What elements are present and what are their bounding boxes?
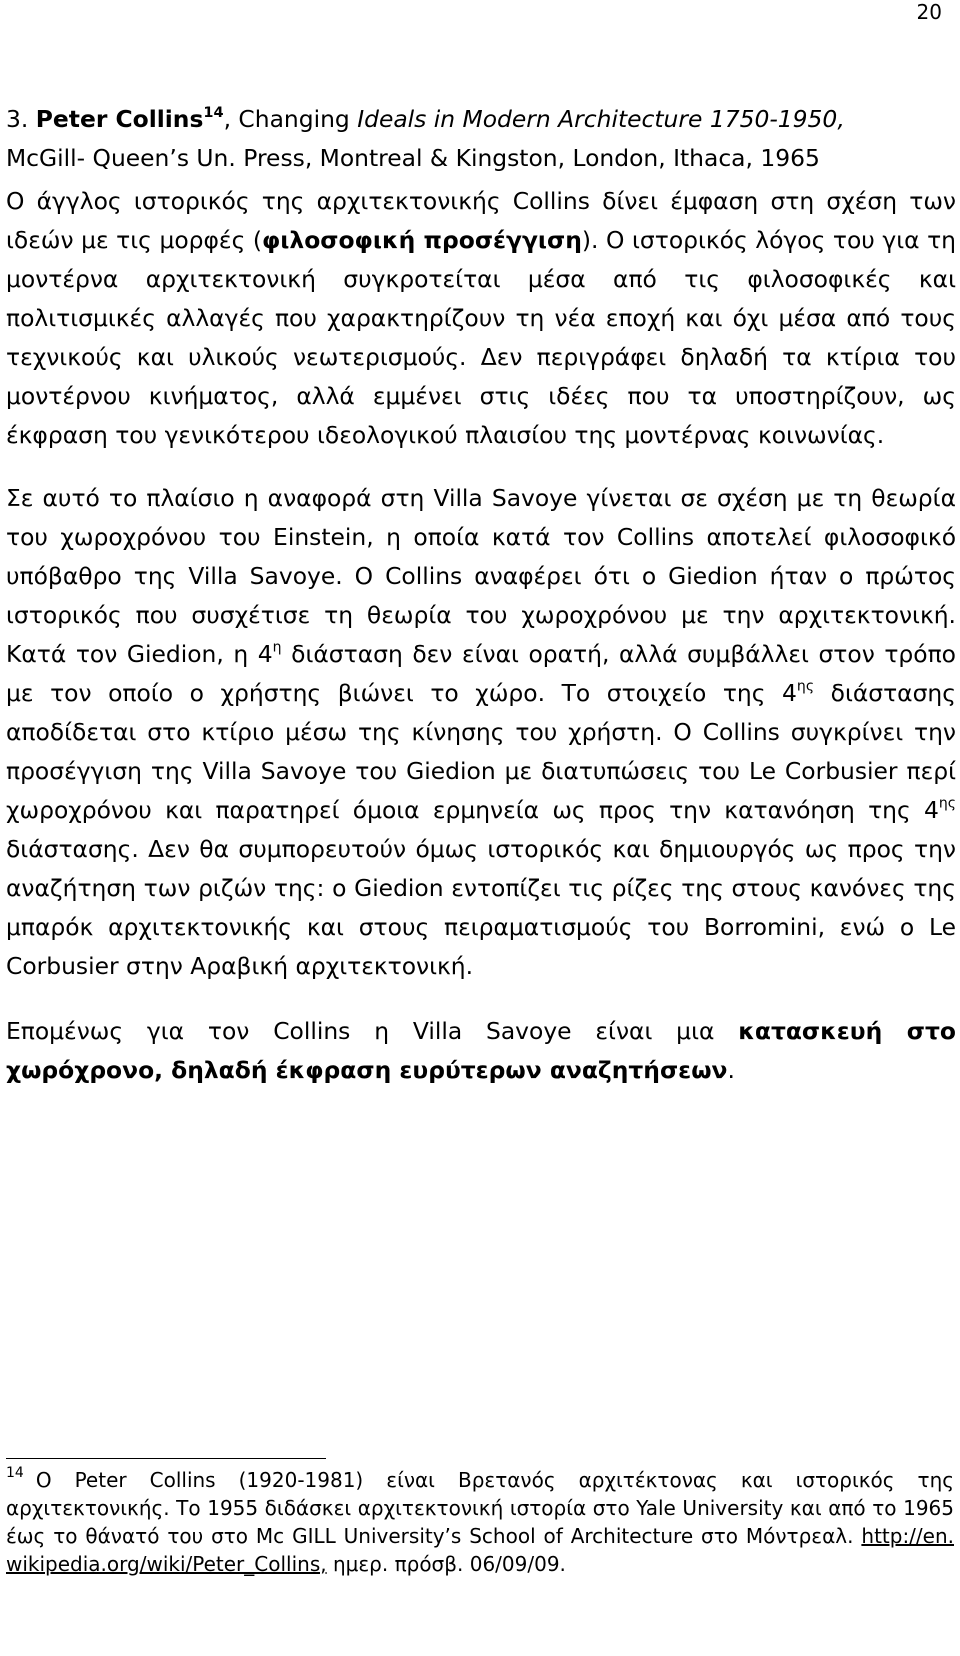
- bibliography-entry: 3. Peter Collins$^{14}$, Changing Ideals in Modern Architecture 1750-1950, McGill- Queen’s Un. Press, Montreal & Kingston, London, Ithaca, 1965: [6, 100, 956, 178]
- main-text: [6, 100, 956, 1090]
- superscript: η: [272, 639, 282, 656]
- publisher-line: McGill- Queen’s Un. Press, Montreal & Kingston, London, Ithaca, 1965: [6, 144, 820, 172]
- paragraph-2: Σε αυτό το πλαίσιο η αναφορά στη Villa Savoye γίνεται σε σχέση με τη θεωρία του χωροχρόνου του Einstein, η οποία κατά τον Collins αποτελεί φιλοσοφικό υπόβαθρο της Villa Savoye. Ο Collins αναφέρει ότι ο Giedion ήταν ο πρώτος ιστορικός που συσχέτισε τη θεωρία του χωροχρόνου με την αρχιτεκτονική. Κατά τον Giedion, η $4^\eta$ διάσταση δεν είναι ορατή, αλλά συμβάλλει στον τρόπο με τον οποίο ο χρήστης βιώνει το χώρο. Το στοιχείο της $4^{\eta\varsigma}$ διάστασης αποδίδεται στο κτίριο μέσω της κίνησης του χρήστη. Ο Collins συγκρίνει την προσέγγιση της Villa Savoye του Giedion με διατυπώσεις του Le Corbusier περί χωροχρόνου και παρατηρεί όμοια ερμηνεία ως προς την κατανόηση της $4^{\eta\varsigma}$ διάστασης. Δεν θα συμπορευτούν όμως ιστορικός και δημιουργός ως προς την αναζήτηση των ριζών της: ο Giedion εντοπίζει τις ρίζες της στους κανόνες της μπαρόκ αρχιτεκτονικής και στους πειραματισμούς του Borromini, ενώ ο Le Corbusier στην Αραβική αρχιτεκτονική.: [6, 484, 956, 980]
- superscript: ης: [796, 678, 815, 695]
- footnote-reference: 14: [203, 104, 224, 121]
- paragraph-3: Επομένως για τον Collins η Villa Savoye είναι μια κατασκευή στο χωρόχρονο, δηλαδή έκφραση ευρύτερων αναζητήσεων.: [6, 1017, 956, 1084]
- footnote-link[interactable]: http://en. wikipedia.org/wiki/Peter_Collins,: [6, 1524, 954, 1576]
- footnote-text: $^{14}$ Ο Peter Collins (1920-1981) είναι Βρετανός αρχιτέκτονας και ιστορικός της αρχιτεκτονικής. Το 1955 διδάσκει αρχιτεκτονική ιστορία στο Yale University και από το 1965 έως το θάνατό του στο Mc GILL University’s School of Architecture στο Μόντρεαλ. http://en. wikipedia.org/wiki/Peter_Collins, ημερ. πρόσβ. 06/09/09.: [6, 1465, 954, 1576]
- superscript: ης: [938, 795, 956, 812]
- page-number: 20: [916, 0, 942, 24]
- footnote: [6, 1466, 954, 1578]
- footnote-separator: [6, 1458, 326, 1459]
- bold-phrase: φιλοσοφική προσέγγιση: [261, 226, 582, 254]
- paragraph-1: Ο άγγλος ιστορικός της αρχιτεκτονικής Collins δίνει έμφαση στη σχέση των ιδεών με τις μορφές (φιλοσοφική προσέγγιση). Ο ιστορικός λόγος του για τη μοντέρνα αρχιτεκτονική συγκροτείται μέσα από τις φιλοσοφικές και πολιτισμικές αλλαγές που χαρακτηρίζουν τη νέα εποχή και όχι μέσα από τους τεχνικούς και υλικούς νεωτερισμούς. Δεν περιγράφει δηλαδή τα κτίρια του μοντέρνου κινήματος, αλλά εμμένει στις ιδέες που τα υποστηρίζουν, ως έκφραση του γενικότερου ιδεολογικού πλαισίου της μοντέρνας κοινωνίας.: [6, 187, 956, 449]
- bold-phrase: κατασκευή στο χωρόχρονο, δηλαδή έκφραση ευρύτερων αναζητήσεων: [6, 1017, 956, 1084]
- book-title: Ideals in Modern Architecture 1750-1950,: [357, 105, 845, 133]
- author-name: Peter Collins: [35, 105, 204, 133]
- footnote-mark: 14: [6, 1465, 24, 1481]
